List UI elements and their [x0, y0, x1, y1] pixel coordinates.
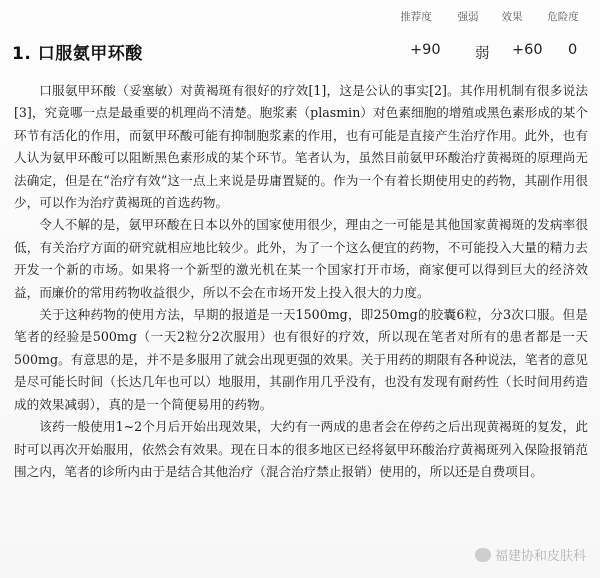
- paragraph-3: 关于这种药物的使用方法，早期的报道是一天1500mg，即250mg的胶囊6粒，分3次口服。但是笔者的经验是500mg（一天2粒分2次服用）也有很好的疗效，所以现在笔者对所有的患者都是一天500mg。有意思的是，并不是多服用了就会出现更强的效果。关于用药的期限有各种说法，笔者的意见是尽可能长时间（长达几年也可以）地服用，其副作用几乎没有，也没有发现有耐药性（长时间用药造成的效果减弱），真的是一个简便易用的药物。: [14, 307, 588, 412]
- header-effect: 效果: [501, 11, 523, 23]
- header-recommend: 推荐度: [400, 11, 432, 23]
- entry-title-row: [12, 38, 590, 64]
- header-strength: 强弱: [457, 11, 479, 23]
- score-recommend: +90: [410, 42, 441, 58]
- paragraph-2: 令人不解的是，氨甲环酸在日本以外的国家使用很少，理由之一可能是其他国家黄褐斑的发病率很低，有关治疗方面的研究就相应地比较少。此外，为了一个这么便宜的药物，不可能投入大量的精力去开发一个新的市场。如果将一个新型的激光机在某一个国家打开市场，商家便可以得到巨大的经济效益，而廉价的常用药物收益很少，所以不会在市场开发上投入很大的力度。: [14, 217, 588, 300]
- paragraph-4: 该药一般使用1~2个月后开始出现效果，大约有一两成的患者会在停药之后出现黄褐斑的复发，此时可以再次开始服用，依然会有效果。现在日本的很多地区已经将氨甲环酸治疗黄褐斑列入保险报销范围之内，笔者的诊所内由于是结合其他治疗（混合治疗禁止报销）使用的，所以还是自费项目。: [14, 419, 588, 479]
- score-strength: 弱: [475, 46, 490, 62]
- column-headers: [386, 9, 592, 24]
- header-risk: 危险度: [547, 11, 579, 23]
- score-risk: 0: [568, 42, 578, 58]
- body-text: [14, 80, 588, 483]
- paragraph-1: 口服氨甲环酸（妥塞敏）对黄褐斑有很好的疗效[1]，这是公认的事实[2]。其作用机制有很多说法[3]，究竟哪一点是最重要的机理尚不清楚。胞浆素（plasmin）对色素细胞的增殖或黑色素形成的某个环节有活化的作用，而氨甲环酸可能有抑制胞浆素的作用，也有可能是直接产生治疗作用。此外，也有人认为氨甲环酸可以阻断黑色素形成的某个环节。笔者认为，虽然目前氨甲环酸治疗黄褐斑的原理尚无法确定，但是在“治疗有效”这一点上来说是毋庸置疑的。作为一个有着长期使用史的药物，其副作用很少，可以作为治疗黄褐斑的首选药物。: [14, 83, 588, 211]
- wechat-icon: [475, 548, 491, 562]
- entry-title: 1. 口服氨甲环酸: [12, 43, 143, 64]
- watermark-text: 福建协和皮肤科: [494, 549, 586, 564]
- score-effect: +60: [512, 42, 543, 58]
- watermark: [475, 545, 586, 564]
